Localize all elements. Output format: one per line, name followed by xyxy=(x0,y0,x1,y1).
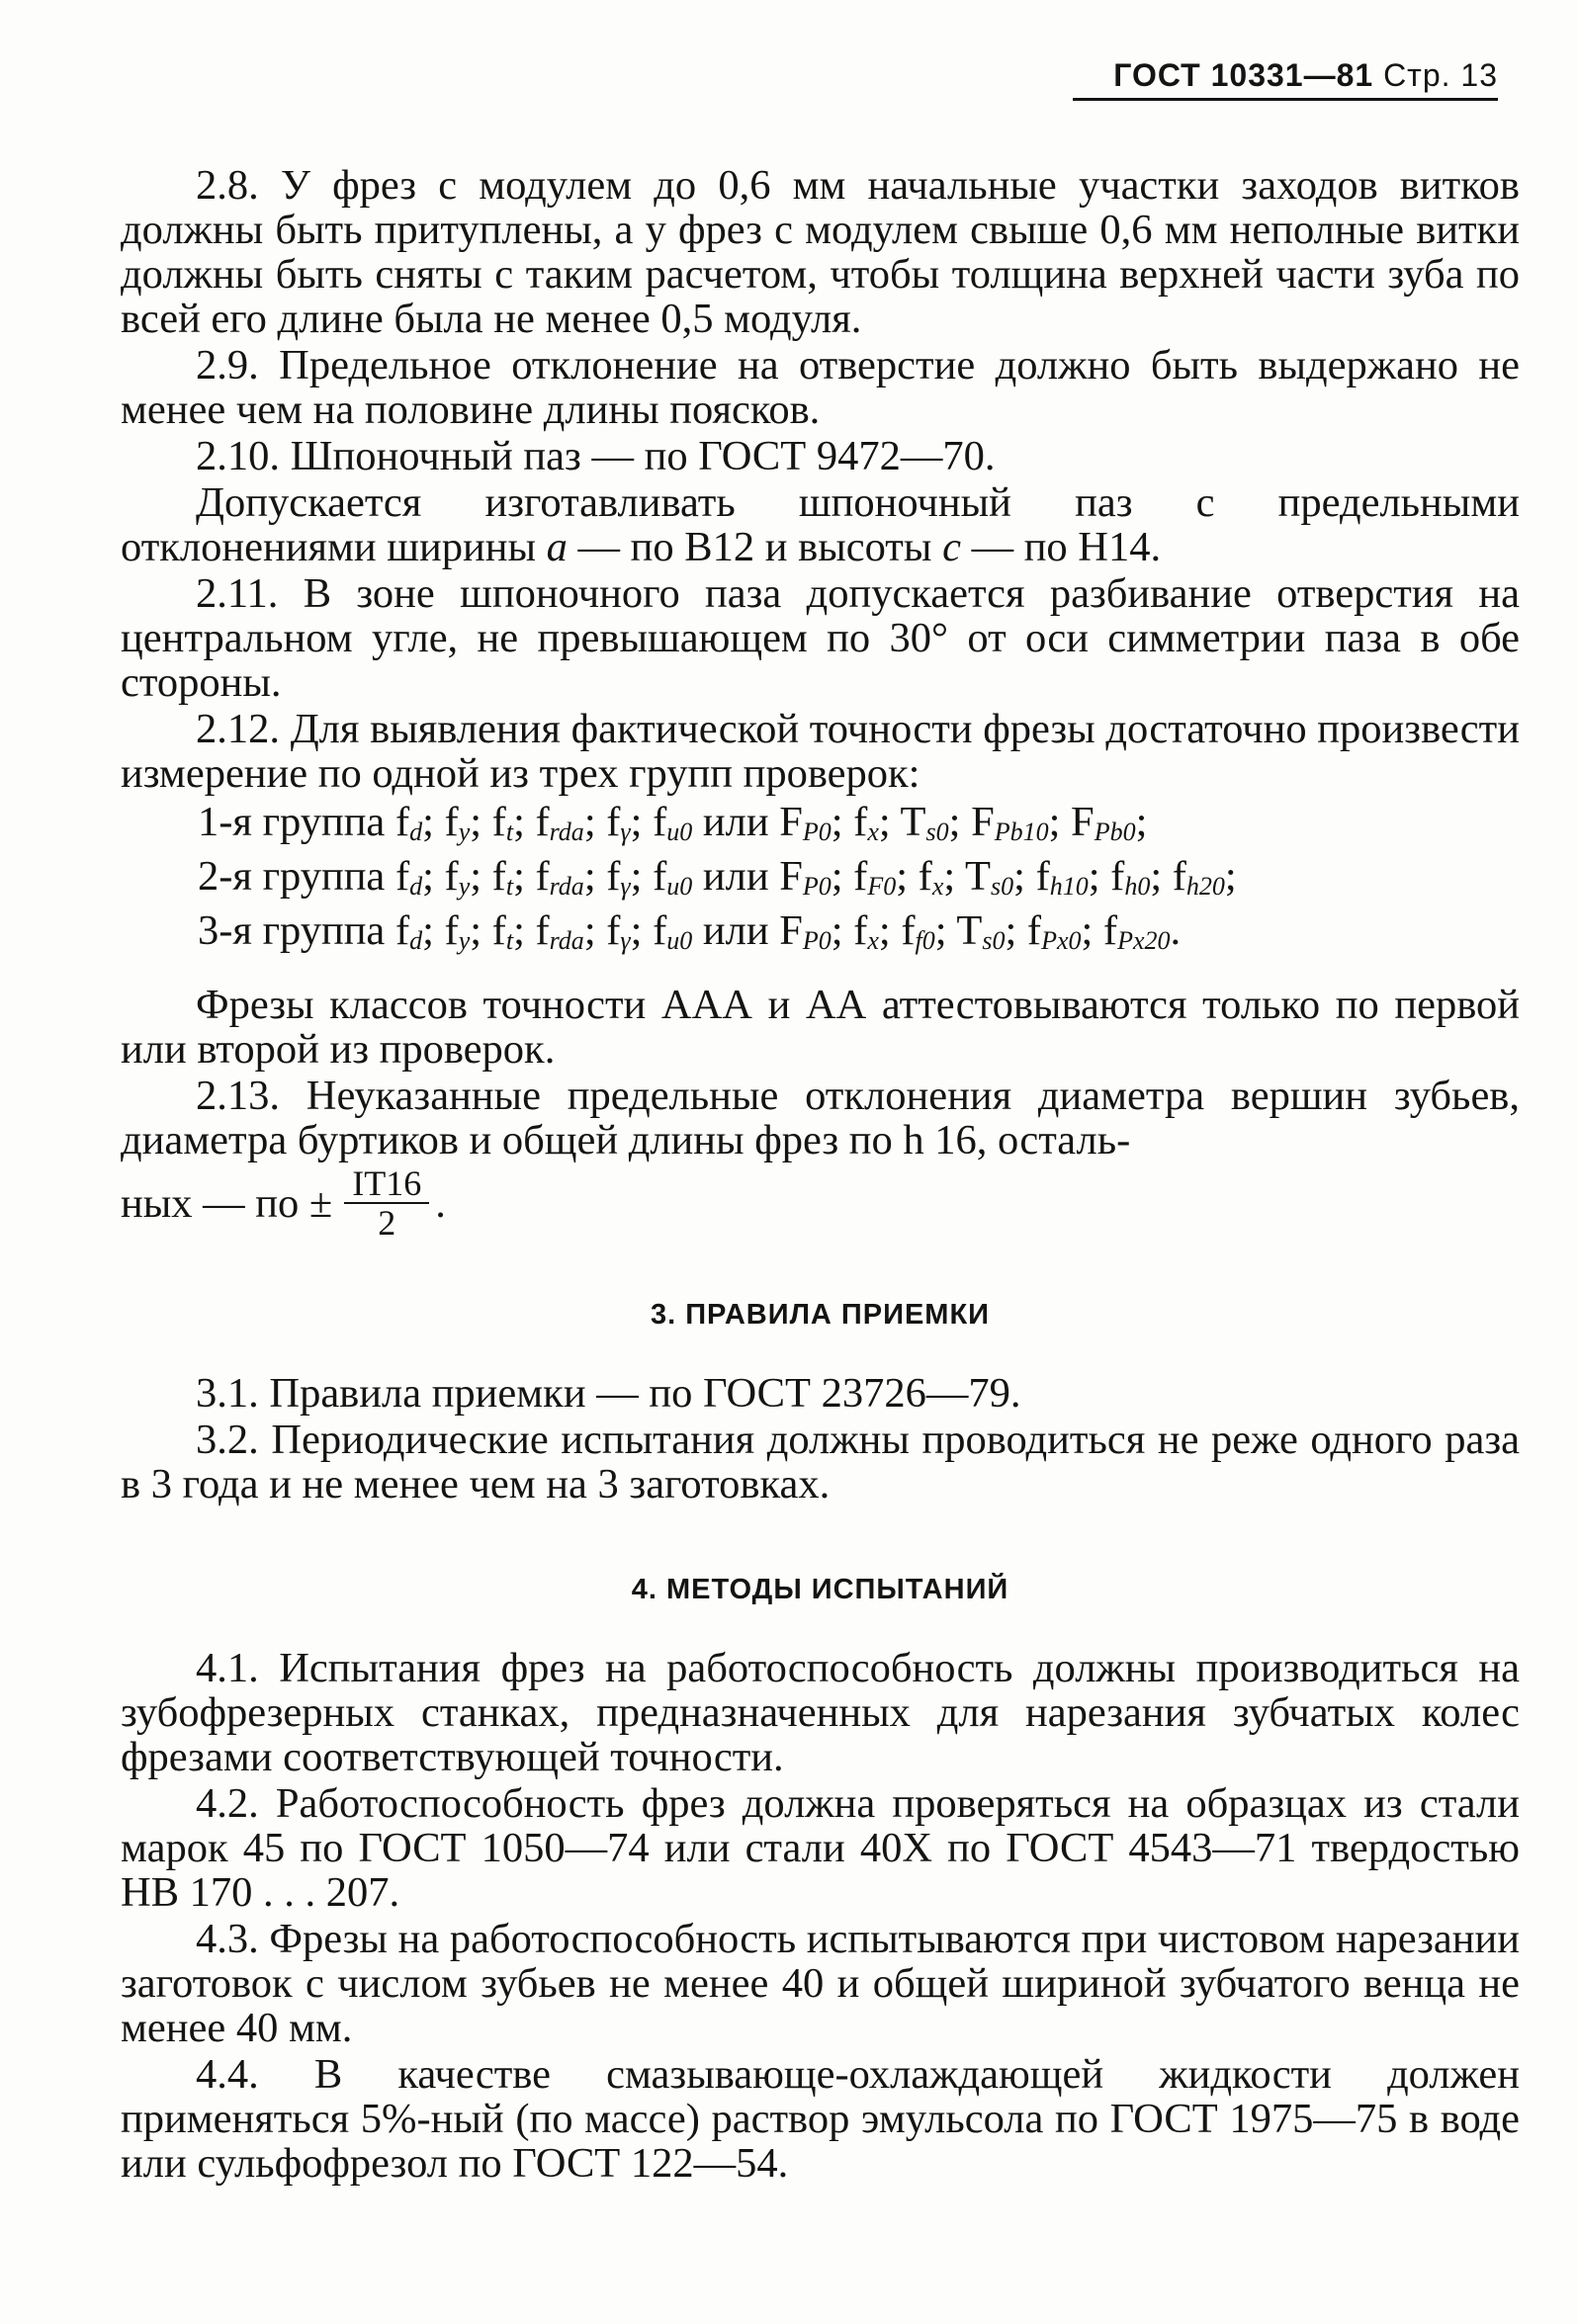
parameter-subscript: d xyxy=(409,818,423,846)
parameter-subscript: s0 xyxy=(982,926,1006,955)
parameter-symbol: $f_t$ xyxy=(491,799,514,846)
check-group-3: 3-я группа $f_d$; $f_y$; $f_t$; $f_{rda}$; $f_\gamma$; $f_{u0}$ или $F_{P0}$; $f_x$; $f_{f0}$; $T_{s0}$; $f_{Px0}$; $f_{Px20}$. xyxy=(198,907,1182,955)
check-group-2: 2-я группа $f_d$; $f_y$; $f_t$; $f_{rda}$; $f_\gamma$; $f_{u0}$ или $F_{P0}$; $f_{F0}$; $f_x$; $T_{s0}$; $f_{h10}$; $f_{h0}$; $f_{h20}$; xyxy=(198,853,1237,901)
paragraph-2-13: 2.13. Неуказанные предельные отклонения диаметра вершин зубьев, диаметра буртиков и общей длины фрез по h 16, осталь- xyxy=(121,1073,1520,1163)
paragraph-4-3: 4.3. Фрезы на работоспособность испытываются при чистовом нарезании заготовок с числом зубьев не менее 40 и общей шириной зубчатого венца не менее 40 мм. xyxy=(121,1916,1520,2051)
parameter-symbol: $f_{Px20}$ xyxy=(1102,907,1171,955)
parameter-subscript: γ xyxy=(620,926,631,955)
parameter-subscript: P0 xyxy=(802,818,832,846)
fraction-numerator: IT16 xyxy=(344,1164,429,1204)
parameter-subscript: f0 xyxy=(915,926,935,955)
parameter-subscript: rda xyxy=(549,818,584,846)
check-group-label: 2-я группа xyxy=(198,853,395,900)
parameter-subscript: F0 xyxy=(867,872,897,901)
parameter-symbol: $F_{Pb10}$ xyxy=(971,799,1049,846)
parameter-symbol: $f_{h10}$ xyxy=(1035,853,1089,901)
parameter-symbol: $f_y$ xyxy=(444,853,471,901)
check-groups xyxy=(121,800,1520,963)
paragraph-2-10: 2.10. Шпоночный паз — по ГОСТ 9472—70. xyxy=(196,433,996,479)
standard-number: ГОСТ 10331—81 xyxy=(1113,57,1374,93)
parameter-symbol: $f_y$ xyxy=(444,799,471,846)
paragraph-3-2: 3.2. Периодические испытания должны проводиться не реже одного раза в 3 года и не менее чем на 3 заготовках. xyxy=(121,1417,1520,1507)
parameter-subscript: rda xyxy=(549,926,584,955)
parameter-symbol: $F_{P0}$ xyxy=(779,853,832,901)
parameter-symbol: $F_{P0}$ xyxy=(779,799,832,846)
parameter-subscript: u0 xyxy=(666,926,693,955)
parameter-symbol: $f_{F0}$ xyxy=(853,853,897,901)
symbol-c: c xyxy=(942,524,961,570)
parameter-symbol: $T_{s0}$ xyxy=(965,853,1014,901)
parameter-symbol: $f_x$ xyxy=(853,907,879,955)
paragraph-3-1: 3.1. Правила приемки — по ГОСТ 23726—79. xyxy=(196,1370,1021,1417)
parameter-symbol: $f_t$ xyxy=(491,907,514,955)
parameter-subscript: h0 xyxy=(1124,872,1151,901)
parameter-subscript: s0 xyxy=(925,818,949,846)
paragraph-2-10-keyway-tolerance xyxy=(121,480,1520,569)
parameter-symbol: $f_d$ xyxy=(394,907,423,955)
parameter-subscript: d xyxy=(409,872,423,901)
parameter-symbol: $f_\gamma$ xyxy=(606,853,631,901)
parameter-subscript: t xyxy=(505,818,514,846)
parameter-subscript: Px0 xyxy=(1041,926,1082,955)
parameter-subscript: Px20 xyxy=(1117,926,1171,955)
paragraph-2-9: 2.9. Предельное отклонение на отверстие должно быть выдержано не менее чем на половине длины поясков. xyxy=(121,342,1520,433)
parameter-subscript: y xyxy=(458,818,471,846)
page-header xyxy=(1073,57,1498,101)
paragraph-2-12: 2.12. Для выявления фактической точности фрезы достаточно произвести измерение по одной из трех групп проверок: xyxy=(121,706,1520,797)
fraction-lead: ных — по ± xyxy=(121,1179,333,1227)
parameter-symbol: $f_{u0}$ xyxy=(653,907,693,955)
document-body xyxy=(121,163,1520,2186)
parameter-symbol: $f_{u0}$ xyxy=(653,799,693,846)
parameter-subscript: y xyxy=(458,926,471,955)
section-3-heading: 3. ПРАВИЛА ПРИЕМКИ xyxy=(650,1299,991,1331)
parameter-subscript: h10 xyxy=(1049,872,1089,901)
parameter-subscript: γ xyxy=(620,818,631,846)
paragraph-4-4: 4.4. В качестве смазывающе-охлаждающей жидкости должен применяться 5%-ный (по массе) раствор эмульсола по ГОСТ 1975—75 в воде или сульфофрезол по ГОСТ 122—54. xyxy=(121,2051,1520,2187)
parameter-symbol: $T_{s0}$ xyxy=(900,799,949,846)
parameter-subscript: x xyxy=(867,818,879,846)
parameter-subscript: t xyxy=(505,872,514,901)
parameter-subscript: γ xyxy=(620,872,631,901)
check-group-label: 3-я группа xyxy=(198,907,395,954)
text-run: — по Н14. xyxy=(960,524,1162,570)
symbol-a: a xyxy=(546,524,568,570)
parameter-subscript: u0 xyxy=(666,872,693,901)
parameter-subscript: Pb0 xyxy=(1094,818,1136,846)
parameter-symbol: $f_d$ xyxy=(394,853,423,901)
parameter-subscript: x xyxy=(931,872,944,901)
parameter-symbol: $f_{u0}$ xyxy=(653,853,693,901)
parameter-symbol: $T_{s0}$ xyxy=(956,907,1006,955)
parameter-symbol: $f_{h20}$ xyxy=(1172,853,1225,901)
check-group-1: 1-я группа $f_d$; $f_y$; $f_t$; $f_{rda}$; $f_\gamma$; $f_{u0}$ или $F_{P0}$; $f_x$; $T_{s0}$; $F_{Pb10}$; $F_{Pb0}$; xyxy=(198,799,1148,846)
paragraph-4-2: 4.2. Работоспособность фрез должна проверяться на образцах из стали марок 45 по ГОСТ 1050—74 или стали 40Х по ГОСТ 4543—71 твердостью НВ 170 . . . 207. xyxy=(121,1780,1520,1916)
parameter-subscript: rda xyxy=(549,872,584,901)
parameter-symbol: $f_{rda}$ xyxy=(535,907,584,955)
parameter-symbol: $f_d$ xyxy=(394,799,423,846)
parameter-symbol: $f_y$ xyxy=(444,907,471,955)
parameter-subscript: s0 xyxy=(991,872,1014,901)
parameter-symbol: $f_x$ xyxy=(918,853,944,901)
parameter-symbol: $f_t$ xyxy=(491,853,514,901)
fraction-denominator: 2 xyxy=(378,1203,396,1243)
page-number: Стр. 13 xyxy=(1383,57,1498,93)
parameter-subscript: u0 xyxy=(666,818,693,846)
paragraph-accuracy-classes: Фрезы классов точности ААА и АА аттестовываются только по первой или второй из проверок. xyxy=(121,982,1520,1073)
parameter-symbol: $F_{Pb0}$ xyxy=(1071,799,1136,846)
parameter-symbol: $f_\gamma$ xyxy=(606,799,631,846)
paragraph-4-1: 4.1. Испытания фрез на работоспособность должны производиться на зубофрезерных станках, предназначенных для нарезания зубчатых колес фрезами соответствующей точности. xyxy=(121,1645,1520,1780)
parameter-symbol: $F_{P0}$ xyxy=(779,907,832,955)
parameter-symbol: $f_{h0}$ xyxy=(1110,853,1151,901)
parameter-symbol: $f_\gamma$ xyxy=(606,907,631,955)
parameter-symbol: $f_{f0}$ xyxy=(901,907,935,955)
text-run: — по В12 и высоты xyxy=(567,524,943,570)
fraction-it16-over-2 xyxy=(344,1164,429,1242)
text-run: Допускается изготавливать шпоночный паз с предельными отклонениями ширины xyxy=(121,479,1520,570)
parameter-symbol: $f_{Px0}$ xyxy=(1026,907,1082,955)
parameter-subscript: y xyxy=(458,872,471,901)
paragraph-2-13-fraction xyxy=(121,1164,1520,1242)
parameter-subscript: t xyxy=(505,926,514,955)
parameter-subscript: P0 xyxy=(802,926,832,955)
parameter-symbol: $f_{rda}$ xyxy=(535,799,584,846)
parameter-symbol: $f_x$ xyxy=(853,799,879,846)
parameter-subscript: x xyxy=(867,926,879,955)
section-4-heading: 4. МЕТОДЫ ИСПЫТАНИЙ xyxy=(631,1574,1009,1605)
parameter-symbol: $f_{rda}$ xyxy=(535,853,584,901)
check-group-label: 1-я группа xyxy=(198,799,395,845)
parameter-subscript: P0 xyxy=(802,872,832,901)
parameter-subscript: Pb10 xyxy=(994,818,1049,846)
parameter-subscript: d xyxy=(409,926,423,955)
fraction-tail: . xyxy=(435,1179,446,1227)
parameter-subscript: h20 xyxy=(1185,872,1225,901)
paragraph-2-8: 2.8. У фрез с модулем до 0,6 мм начальные участки заходов витков должны быть притуплены, а у фрез с модулем свыше 0,6 мм неполные витки должны быть сняты с таким расчетом, чтобы толщина верхней части зуба по всей его длине была не менее 0,5 модуля. xyxy=(121,162,1520,342)
paragraph-2-11: 2.11. В зоне шпоночного паза допускается разбивание отверстия на центральном угле, не превышающем по 30° от оси симметрии паза в обе стороны. xyxy=(121,570,1520,706)
